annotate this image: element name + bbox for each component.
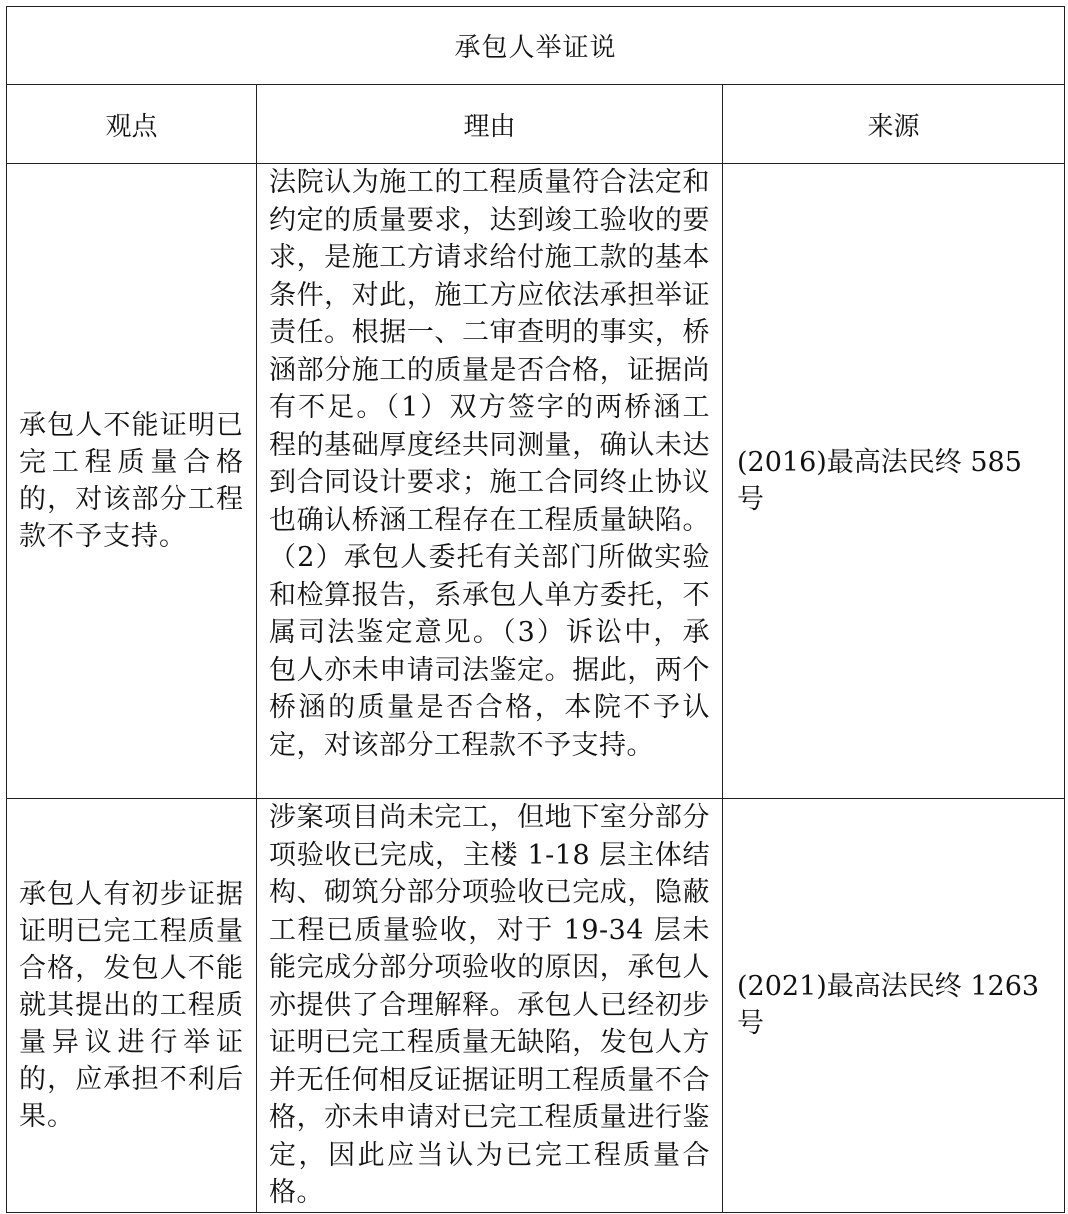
header-view: 观点 bbox=[7, 85, 257, 164]
row-source-cell: (2016)最高法民终 585 号 bbox=[723, 164, 1065, 799]
table-title-row bbox=[7, 7, 1065, 85]
table-row bbox=[7, 799, 1065, 1213]
header-reason: 理由 bbox=[257, 85, 723, 164]
row-reason-text: 涉案项目尚未完工，但地下室分部分项验收已完成，主楼 1-18 层主体结构、砌筑分部分项验收已完成，隐蔽工程已质量验收，对于 19-34 层未能完成分部分项验收的原因，承包人亦提供了合理解释。承包人已经初步证明已完工程质量无缺陷，发包人方并无任何相反证据证明工程质量不合格，亦未申请对已完工程质量进行鉴定，因此应当认为已完工程质量合格。 bbox=[269, 802, 710, 1208]
row-source-cell: (2021)最高法民终 1263 号 bbox=[723, 799, 1065, 1213]
evidence-burden-table bbox=[6, 6, 1065, 1213]
row-reason-cell bbox=[257, 799, 723, 1213]
table-row bbox=[7, 164, 1065, 799]
row-reason-text: 法院认为施工的工程质量符合法定和约定的质量要求，达到竣工验收的要求，是施工方请求给付施工款的基本条件，对此，施工方应依法承担举证责任。根据一、二审查明的事实，桥涵部分施工的质量是否合格，证据尚有不足。（1）双方签字的两桥涵工程的基础厚度经共同测量，确认未达到合同设计要求；施工合同终止协议也确认桥涵工程存在工程质量缺陷。（2）承包人委托有关部门所做实验和检算报告，系承包人单方委托，不属司法鉴定意见。（3）诉讼中，承包人亦未申请司法鉴定。据此，两个桥涵的质量是否合格，本院不予认定，对该部分工程款不予支持。 bbox=[269, 167, 710, 761]
row-reason-cell bbox=[257, 164, 723, 799]
row-view-cell: 承包人有初步证据证明已完工程质量合格，发包人不能就其提出的工程质量异议进行举证的，应承担不利后果。 bbox=[7, 799, 257, 1213]
row-view-cell: 承包人不能证明已完工程质量合格的，对该部分工程款不予支持。 bbox=[7, 164, 257, 799]
table-title: 承包人举证说 bbox=[7, 7, 1065, 85]
table-header-row bbox=[7, 85, 1065, 164]
header-source: 来源 bbox=[723, 85, 1065, 164]
